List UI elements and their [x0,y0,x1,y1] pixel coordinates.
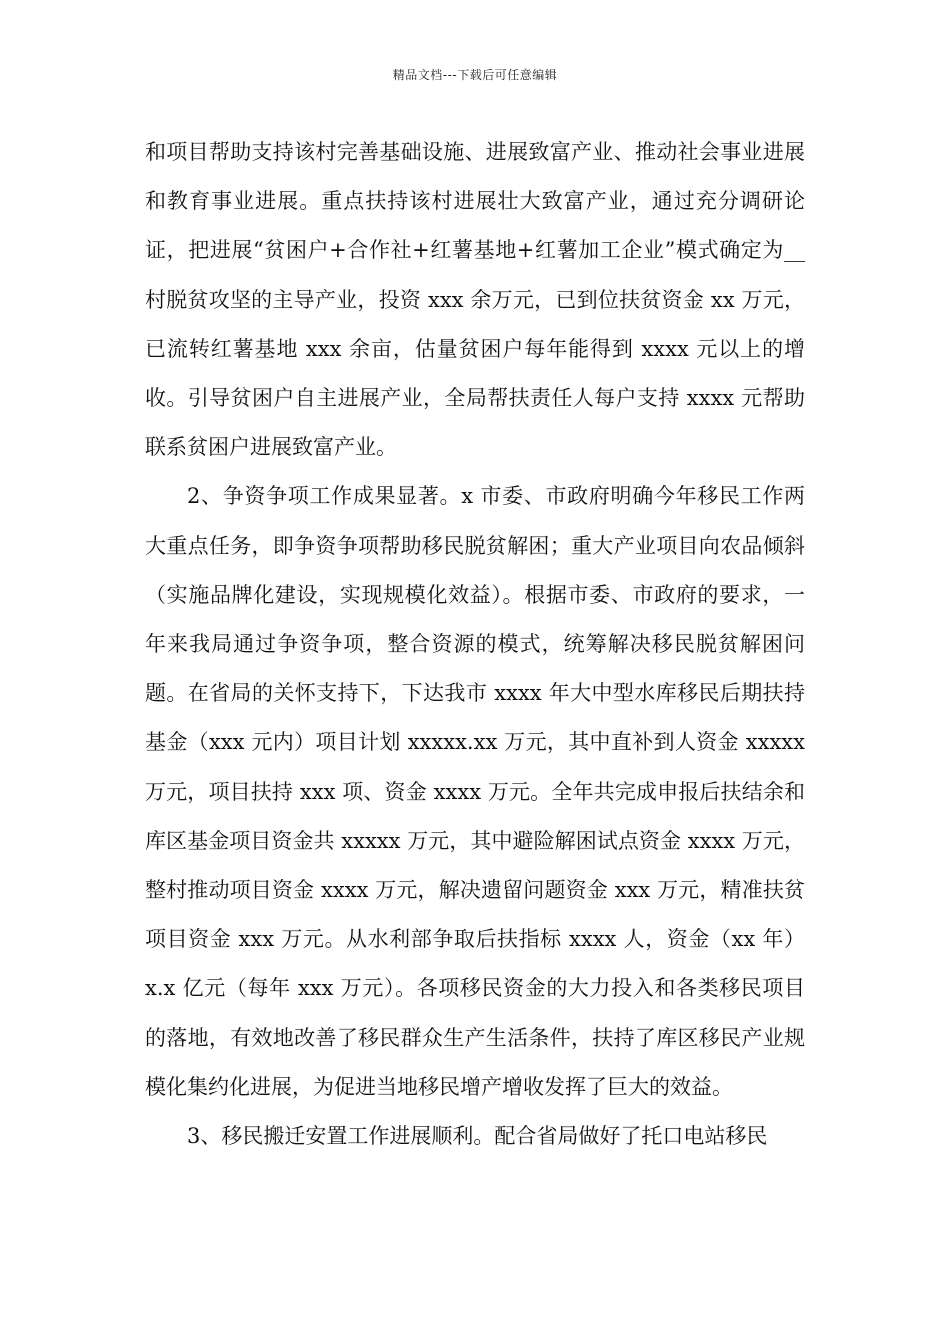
paragraph-section-2: 2、争资争项工作成果显著。x 市委、市政府明确今年移民工作两大重点任务，即争资争项帮助移民脱贫解困；重大产业项目向农品倾斜（实施品牌化建设，实现规模化效益）。根据市委、市政府的要求，一年来我局通过争资争项，整合资源的模式，统筹解决移民脱贫解困问题。在省局的关怀支持下，下达我市 xxxx 年大中型水库移民后期扶持基金（xxx 元内）项目计划 xxxxx.xx 万元，其中直补到人资金 xxxxx 万元，项目扶持 xxx 项、资金 xxxx 万元。全年共完成申报后扶结余和库区基金项目资金共 xxxxx 万元，其中避险解困试点资金 xxxx 万元，整村推动项目资金 xxxx 万元，解决遗留问题资金 xxx 万元，精准扶贫项目资金 xxx 万元。从水利部争取后扶指标 xxxx 人，资金（xx 年）x.x 亿元（每年 xxx 万元）。各项移民资金的大力投入和各类移民项目的落地，有效地改善了移民群众生产生活条件，扶持了库区移民产业规模化集约化进展，为促进当地移民增产增收发挥了巨大的效益。 [145,484,805,1099]
paragraph-continuation: 和项目帮助支持该村完善基础设施、进展致富产业、推动社会事业进展和教育事业进展。重点扶持该村进展壮大致富产业，通过充分调研论证，把进展“贫困户+合作社+红薯基地+红薯加工企业”模式确定为__村脱贫攻坚的主导产业，投资 xxx 余万元，已到位扶贫资金 xx 万元，已流转红薯基地 xxx 余亩，估量贫困户每年能得到 xxxx 元以上的增收。引导贫困户自主进展产业，全局帮扶责任人每户支持 xxxx 元帮助联系贫困户进展致富产业。 [145,140,805,460]
document-body [145,128,805,1161]
paragraph-section-3: 3、移民搬迁安置工作进展顺利。配合省局做好了托口电站移民 [187,1124,768,1149]
header-note: 精品文档---下载后可任意编辑 [392,68,558,82]
